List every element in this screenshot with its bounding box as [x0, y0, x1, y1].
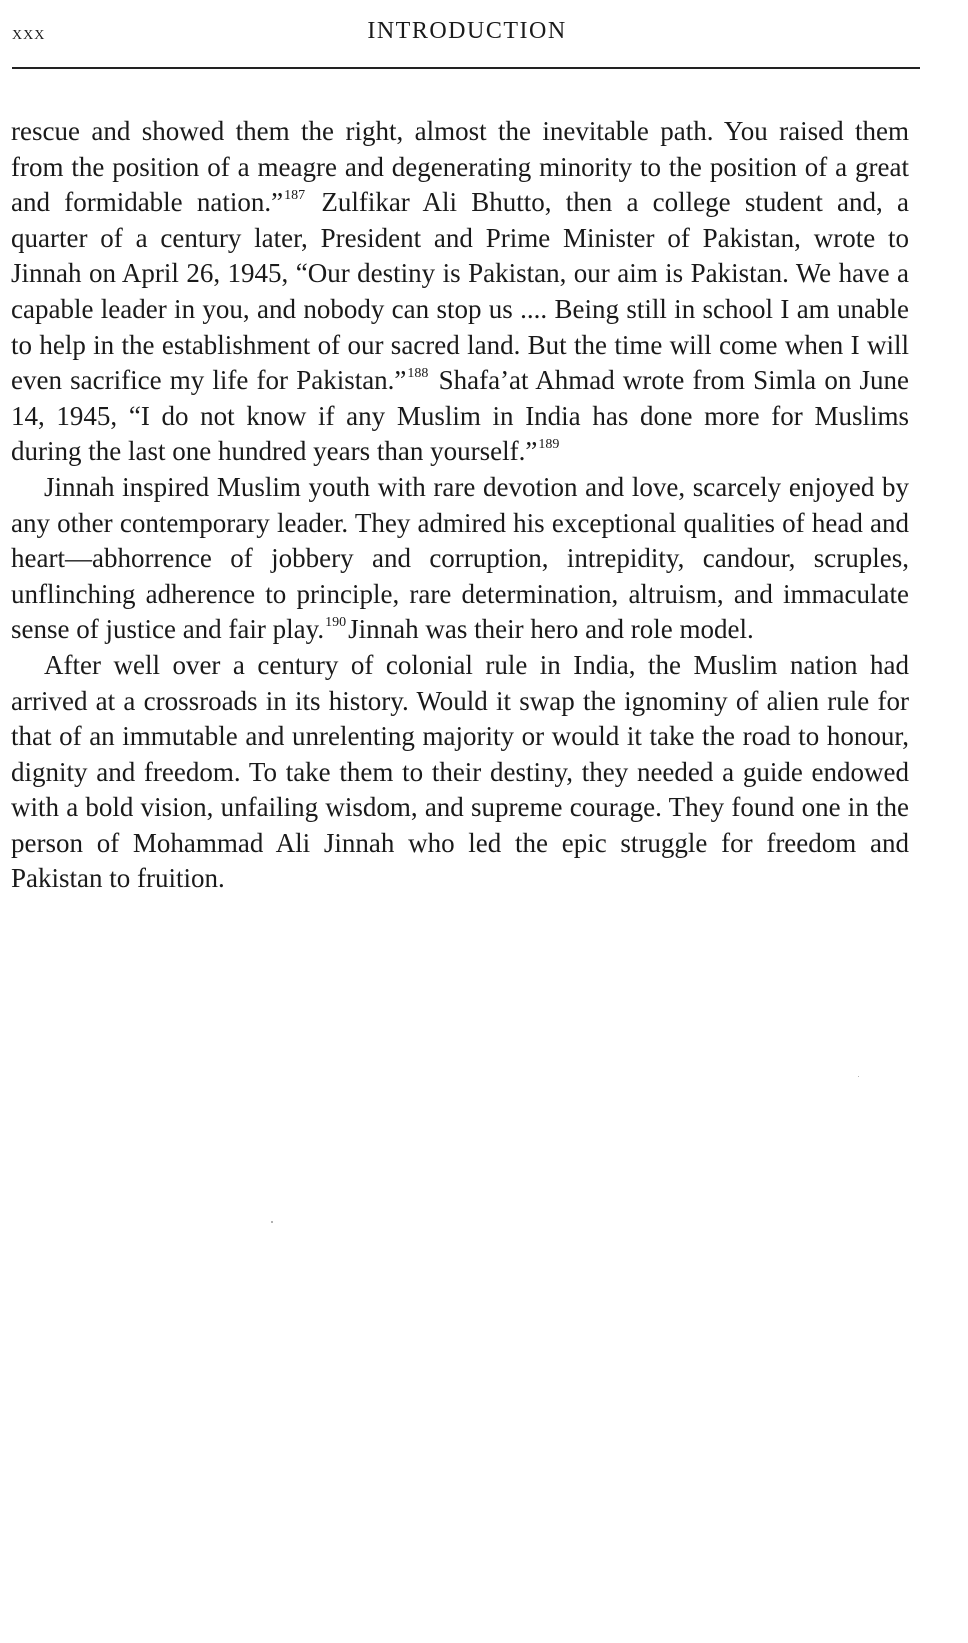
- paper-speck: [858, 1076, 859, 1077]
- text-run: Shafa’at Ahmad wrote from Simla on June 14, 1945, “I do not know if any Muslim in India has done more for Muslims during the last one hundred years than yourself.”: [11, 365, 909, 467]
- paragraph: [11, 648, 909, 897]
- page-number: xxx: [12, 22, 46, 44]
- text-run: Zulfikar Ali Bhutto, then a college student and, a quarter of a century later, President and Prime Minister of Pakistan, wrote to Jinnah on April 26, 1945, “Our destiny is Pakistan, our aim is Pakistan. We have a capable leader in you, and nobody can stop us .... Being still in school I am unable to help in the establishment of our sacred land. But the time will come when I will even sacrifice my life for Pakistan.”: [11, 187, 909, 396]
- paragraph: [11, 470, 909, 648]
- footnote-ref: 187: [284, 188, 306, 204]
- paragraph: [11, 114, 909, 470]
- chapter-title: INTRODUCTION: [367, 18, 567, 44]
- text-run: After well over a century of colonial rule in India, the Muslim nation had arrived at a crossroads in its history. Would it swap the ignominy of alien rule for that of an immutable and unrelenting majority or would it take the road to honour, dignity and freedom. To take them to their destiny, they needed a guide endowed with a bold vision, unfailing wisdom, and supreme courage. They found one in the person of Mohammad Ali Jinnah who led the epic struggle for freedom and Pakistan to fruition.: [11, 649, 909, 894]
- text-run: rescue and showed them the right, almost the inevitable path. You raised them from the position of a meagre and degenerating minority to the position of a great and formidable nation.”: [11, 116, 909, 218]
- text-run: Jinnah inspired Muslim youth with rare devotion and love, scarcely enjoyed by any other contemporary leader. They admired his exceptional qualities of head and heart—abhorrence of jobbery and corruption, intrepidity, candour, scruples, unflinching adherence to principle, rare determination, altruism, and immaculate sense of justice and fair play.: [11, 471, 909, 645]
- paper-speck: [271, 1221, 273, 1223]
- footnote-ref: 190: [325, 615, 347, 631]
- footnote-ref: 189: [538, 437, 560, 453]
- header-rule: [12, 67, 920, 69]
- footnote-ref: 188: [407, 366, 429, 382]
- body-text: [11, 114, 909, 897]
- running-head: [12, 18, 922, 50]
- text-run: Jinnah was their hero and role model.: [348, 614, 754, 645]
